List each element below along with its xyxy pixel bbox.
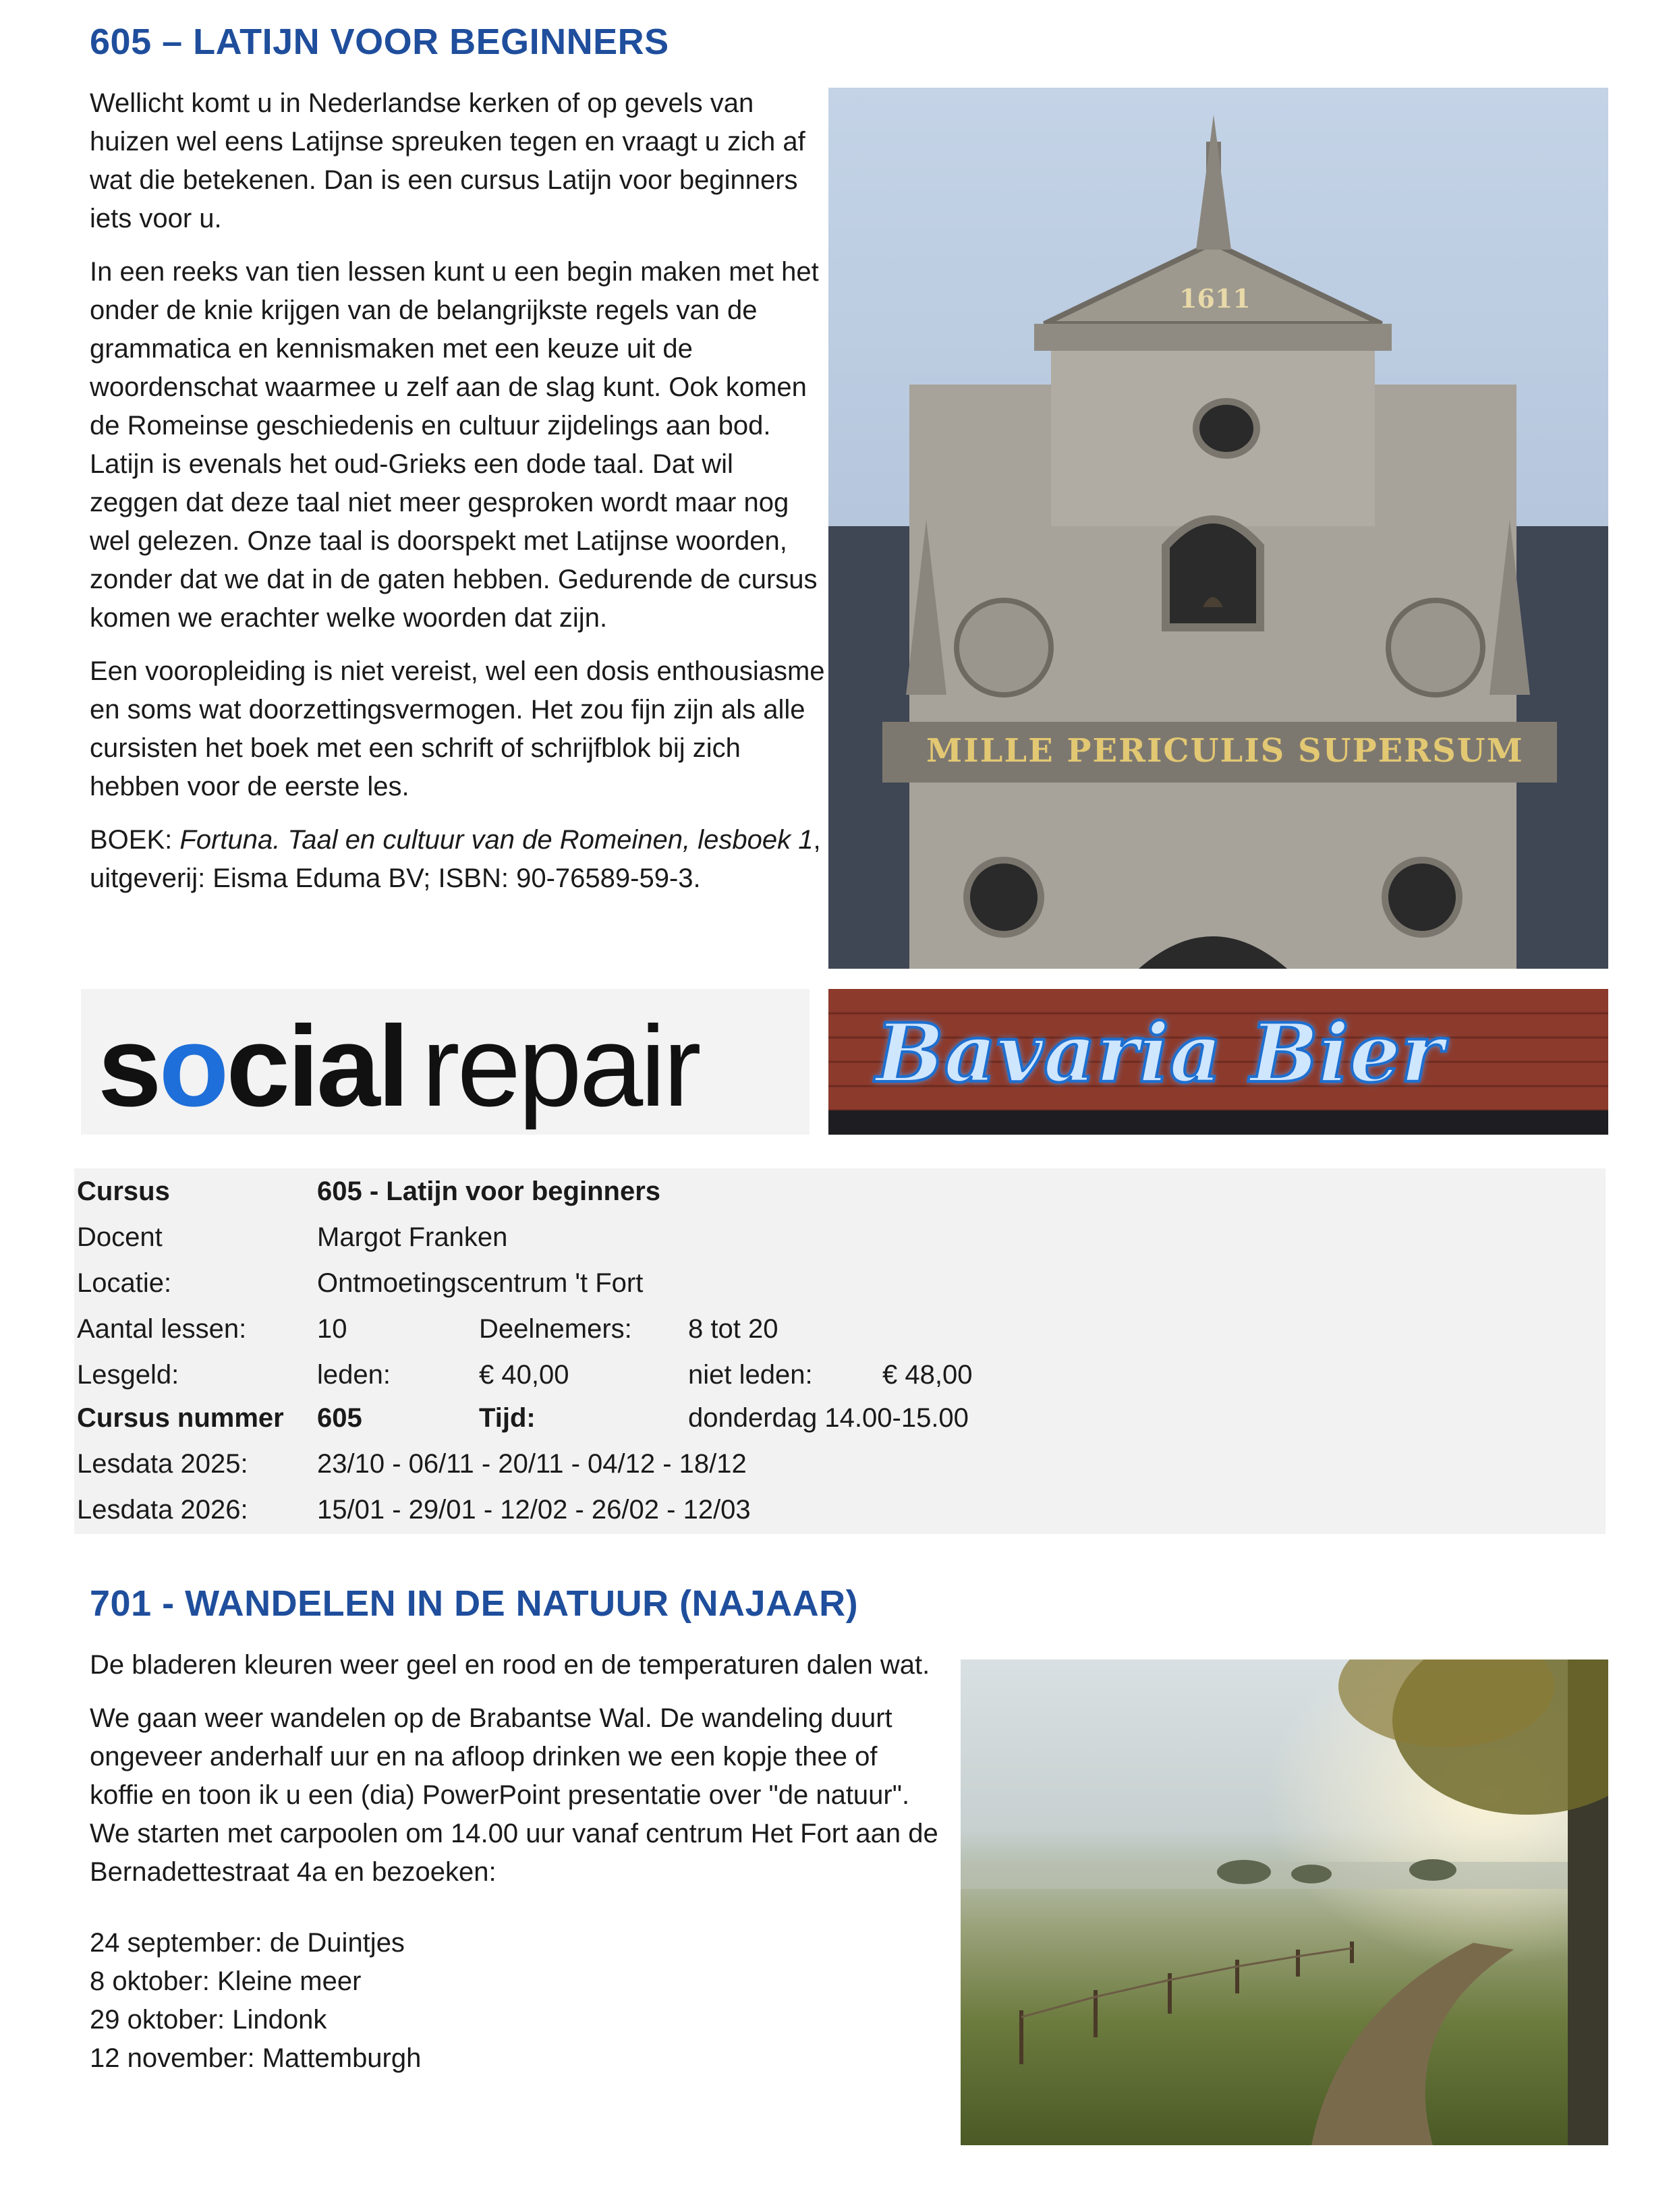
social-repair-logo-photo	[81, 989, 810, 1135]
section-title-wandelen: 701 - WANDELEN IN DE NATUUR (NAJAAR)	[90, 1583, 859, 1624]
church-gable-photo	[828, 88, 1608, 969]
requirements-paragraph: Een vooropleiding is niet vereist, wel een dosis enthousiasme en soms wat doorzettingsvermogen. Het zou fijn zijn als alle cursisten het boek met een schrift of schrijfblok bij zich hebben voor de eerste les.	[90, 656, 825, 801]
wandelen-intro-paragraph: De bladeren kleuren weer geel en rood en de temperaturen dalen wat.	[90, 1650, 930, 1680]
church-gable-illustration	[828, 88, 1608, 969]
walk-item: 12 november: Mattemburgh	[90, 2043, 422, 2073]
wandelen-description-paragraph: We gaan weer wandelen op de Brabantse Wal. De wandeling duurt ongeveer anderhalf uur en na afloop drinken we een kopje thee of koffie en toon ik u een (dia) PowerPoint presentatie over "de natuur". We starten met carpoolen om 14.00 uur vanaf centrum Het Fort aan de Bernadettestraat 4a en bezoeken:	[90, 1703, 938, 1887]
value-aantal-lessen: 10	[317, 1314, 347, 1344]
label-cursus-nummer: Cursus nummer	[77, 1403, 284, 1433]
logo-s: s	[98, 1002, 159, 1131]
value-lesdata-2026: 15/01 - 29/01 - 12/02 - 26/02 - 12/03	[317, 1495, 751, 1525]
value-locatie: Ontmoetingscentrum 't Fort	[317, 1268, 644, 1298]
walk-item: 8 oktober: Kleine meer	[90, 1966, 362, 1996]
walk-item: 24 september: de Duintjes	[90, 1928, 405, 1958]
book-paragraph	[90, 821, 825, 898]
section-title-latijn: 605 – LATIJN VOOR BEGINNERS	[90, 22, 669, 62]
section-body-latijn	[90, 84, 825, 913]
logo-cial: cial	[226, 1002, 407, 1131]
logo-repair: repair	[421, 1002, 699, 1131]
walk-item: 29 oktober: Lindonk	[90, 2005, 327, 2035]
label-aantal-lessen: Aantal lessen:	[77, 1314, 247, 1344]
value-cursus: 605 - Latijn voor beginners	[317, 1176, 661, 1206]
label-lesgeld: Lesgeld:	[77, 1360, 179, 1390]
section-body-wandelen	[90, 1646, 946, 2078]
bavaria-bier-neon-photo	[828, 989, 1608, 1135]
intro-paragraph: Wellicht komt u in Nederlandse kerken of op gevels van huizen wel eens Latijnse spreuken tegen en vraagt u zich af wat die betekenen. Dan is een cursus Latijn voor beginners iets voor u.	[90, 88, 805, 233]
label-lesdata-2026: Lesdata 2026:	[77, 1495, 248, 1525]
church-year-text: 1611	[1179, 283, 1251, 314]
label-niet-leden: niet leden:	[688, 1360, 813, 1390]
label-deelnemers: Deelnemers:	[479, 1314, 632, 1344]
label-locatie: Locatie:	[77, 1268, 172, 1298]
value-leden: € 40,00	[479, 1360, 569, 1390]
course-info-table	[74, 1168, 1606, 1534]
landscape-illustration	[961, 1660, 1608, 2145]
label-cursus: Cursus	[77, 1176, 170, 1206]
book-title: Fortuna. Taal en cultuur van de Romeinen, lesboek 1	[179, 825, 814, 855]
description-paragraph: In een reeks van tien lessen kunt u een begin maken met het onder de knie krijgen van de belangrijkste regels van de grammatica en kennismaken met een keuze uit de woordenschat waarmee u zelf aan de slag kunt. Ook komen de Romeinse geschiedenis en cultuur zijdelings aan bod. Latijn is evenals het oud-Grieks een dode taal. Dat wil zeggen dat deze taal niet meer gesproken wordt maar nog wel gelezen. Onze taal is doorspekt met Latijnse woorden, zonder dat we dat in de gaten hebben. Gedurende de cursus komen we erachter welke woorden dat zijn.	[90, 257, 819, 633]
neon-sign-text: Bavaria Bier	[876, 1006, 1444, 1101]
book-suffix: , uitgeverij: Eisma Eduma BV; ISBN: 90-76589-59-3.	[90, 825, 821, 893]
value-tijd: donderdag 14.00-15.00	[688, 1403, 969, 1433]
label-tijd: Tijd:	[479, 1403, 536, 1433]
value-deelnemers: 8 tot 20	[688, 1314, 778, 1344]
label-leden: leden:	[317, 1360, 391, 1390]
value-niet-leden: € 48,00	[882, 1360, 973, 1390]
label-lesdata-2025: Lesdata 2025:	[77, 1449, 248, 1479]
value-docent: Margot Franken	[317, 1222, 508, 1252]
autumn-landscape-photo	[961, 1660, 1608, 2145]
church-inscription-text: MILLE PERICULIS SUPERSUM	[926, 732, 1524, 770]
logo-o: o	[159, 1002, 227, 1131]
social-repair-wordmark	[98, 1002, 699, 1131]
value-lesdata-2025: 23/10 - 06/11 - 20/11 - 04/12 - 18/12	[317, 1449, 747, 1479]
value-cursus-nummer: 605	[317, 1403, 362, 1433]
label-docent: Docent	[77, 1222, 163, 1252]
book-prefix: BOEK:	[90, 825, 180, 855]
